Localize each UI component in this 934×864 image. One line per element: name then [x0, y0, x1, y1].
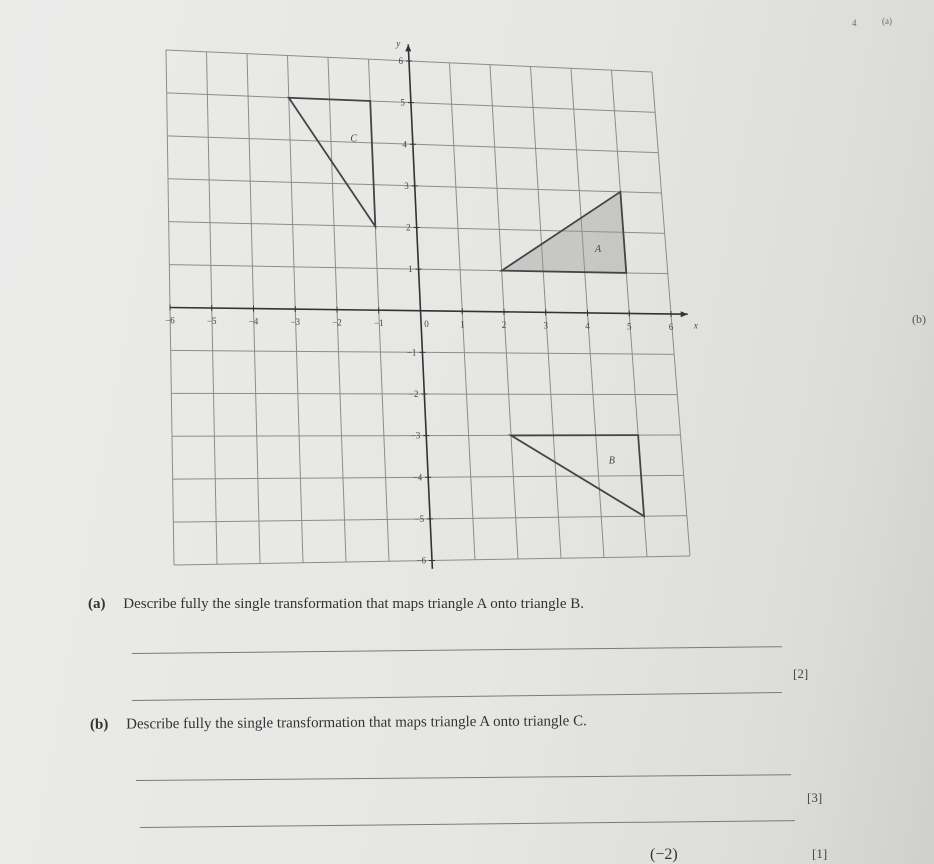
triangle-c [289, 98, 376, 227]
triangle-c-label: C [350, 133, 358, 145]
y-tick-label: 6 [398, 56, 403, 66]
question-b [90, 713, 587, 733]
x-tick-label: −2 [332, 317, 342, 328]
y-tick-label: 3 [404, 180, 409, 191]
y-tick-label: 1 [408, 264, 413, 275]
x-tick-label: 1 [460, 319, 465, 330]
x-tick-label: 2 [501, 319, 507, 330]
y-tick-label: −5 [414, 513, 425, 524]
triangle-b-label: B [608, 455, 615, 467]
vector-fragment: (−2) [650, 846, 678, 863]
question-a-part: (a) [88, 596, 106, 612]
triangle-a [502, 192, 627, 273]
x-tick-label: 0 [424, 318, 429, 329]
x-tick-label: −3 [290, 317, 301, 328]
footer-marks: [1] [812, 846, 828, 861]
part-marker-top: (a) [882, 16, 892, 26]
question-b-part: (b) [89, 716, 109, 733]
x-axis [170, 308, 688, 315]
question-a [88, 596, 584, 613]
x-axis-arrow [681, 311, 688, 317]
x-tick-label: −6 [165, 315, 175, 326]
x-tick-label: 3 [543, 320, 548, 331]
y-tick-label: −3 [410, 430, 421, 441]
question-a-text: Describe fully the single transformation that maps triangle A onto triangle B. [123, 596, 584, 612]
margin-part-b-marker: (b) [912, 312, 926, 326]
y-tick-label: 4 [402, 139, 407, 150]
y-tick-label: 5 [400, 97, 405, 108]
question-b-marks: [3] [807, 790, 823, 805]
y-tick-label: −1 [406, 347, 417, 358]
y-axis-label: y [396, 38, 401, 49]
y-tick-label: −2 [408, 389, 419, 399]
y-tick-label: −6 [416, 555, 426, 566]
x-axis-label: x [693, 320, 698, 331]
axes [170, 38, 698, 568]
x-tick-label: −4 [248, 316, 259, 327]
y-tick-label: −4 [412, 472, 423, 483]
question-number: 4 [852, 18, 857, 28]
x-tick-label: 5 [627, 321, 632, 332]
x-tick-label: −1 [373, 318, 384, 329]
x-tick-label: 4 [585, 320, 590, 331]
y-axis [408, 44, 432, 568]
x-tick-label: 6 [668, 322, 674, 332]
question-b-text: Describe fully the single transformation that maps triangle A onto triangle C. [126, 713, 587, 733]
y-tick-label: 2 [406, 222, 411, 233]
triangle-a-label: A [594, 243, 602, 255]
question-a-marks: [2] [793, 666, 809, 681]
y-axis-arrow [405, 44, 411, 51]
x-tick-label: −5 [206, 316, 217, 327]
